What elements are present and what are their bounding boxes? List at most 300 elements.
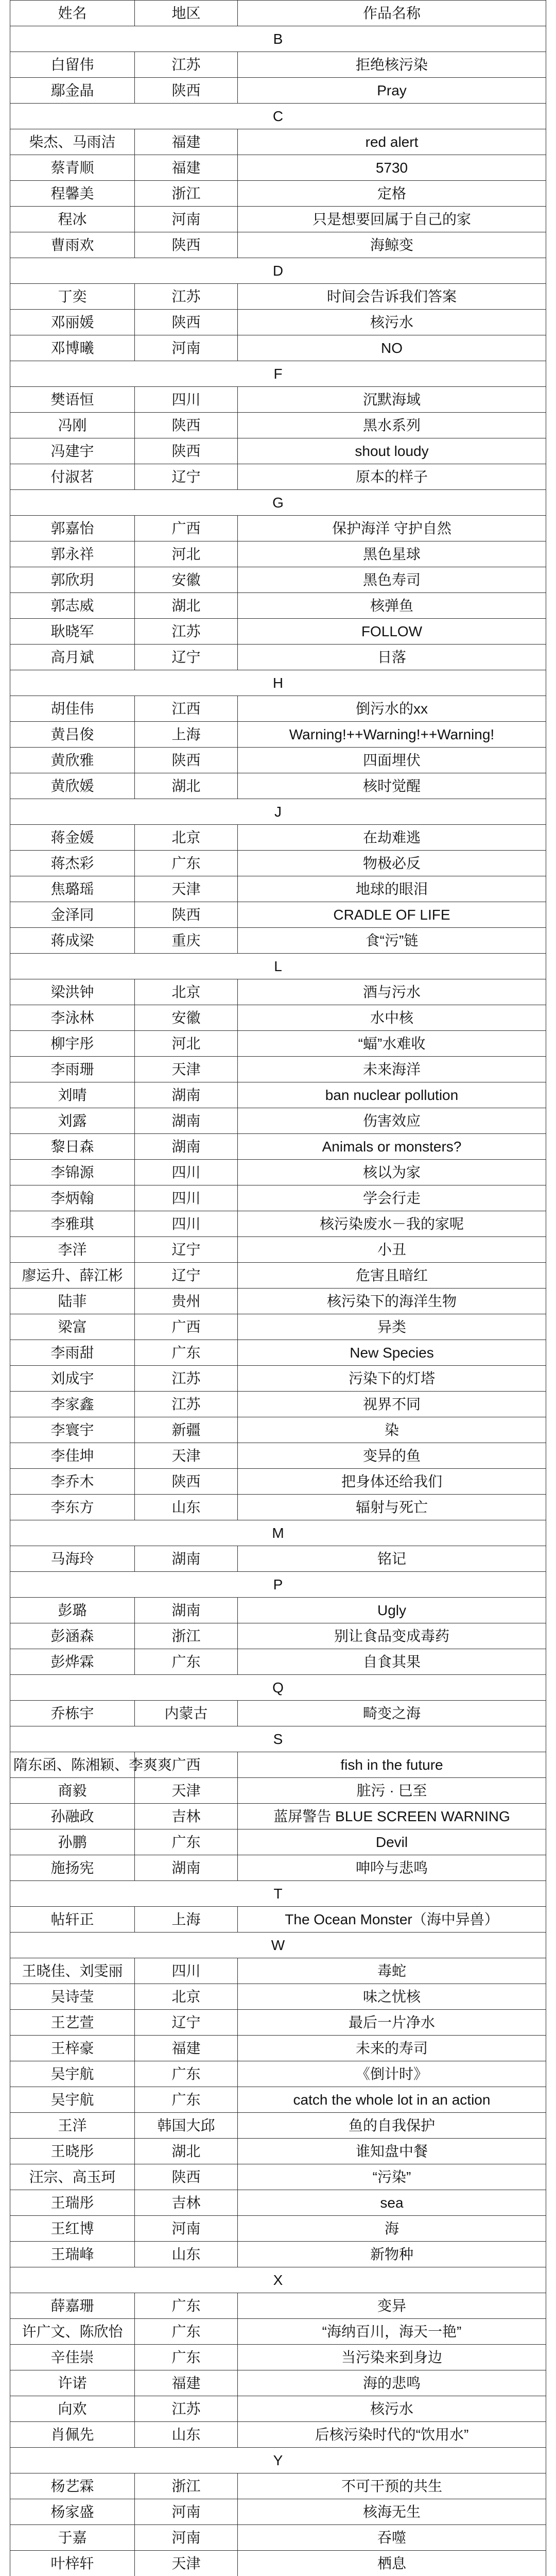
name-cell: 郭欣玥 bbox=[10, 567, 135, 593]
title-cell: 染 bbox=[238, 1417, 546, 1443]
name-cell: 邓博曦 bbox=[10, 335, 135, 361]
header-title: 作品名称 bbox=[238, 1, 546, 26]
table-row bbox=[10, 2525, 546, 2551]
table-row bbox=[10, 1417, 546, 1443]
region-cell: 吉林 bbox=[135, 1804, 238, 1829]
table-row bbox=[10, 2319, 546, 2345]
title-cell: 水中核 bbox=[238, 1005, 546, 1031]
section-row bbox=[10, 104, 546, 129]
region-cell: 广西 bbox=[135, 1314, 238, 1340]
region-cell: 四川 bbox=[135, 1958, 238, 1984]
name-cell: 杨家盛 bbox=[10, 2499, 135, 2525]
name-cell: 李雨珊 bbox=[10, 1057, 135, 1082]
name-cell: 陆菲 bbox=[10, 1289, 135, 1314]
title-cell: 味之忧核 bbox=[238, 1984, 546, 2010]
name-cell: 白留伟 bbox=[10, 52, 135, 78]
table-row bbox=[10, 2036, 546, 2061]
title-cell: 核污染下的海洋生物 bbox=[238, 1289, 546, 1314]
name-cell: 梁洪钟 bbox=[10, 979, 135, 1005]
name-cell: 王洋 bbox=[10, 2113, 135, 2139]
section-letter: M bbox=[10, 1520, 546, 1546]
title-cell: 鱼的自我保护 bbox=[238, 2113, 546, 2139]
title-cell: 核弹鱼 bbox=[238, 593, 546, 619]
table-row bbox=[10, 1211, 546, 1237]
table-row bbox=[10, 2551, 546, 2576]
region-cell: 广东 bbox=[135, 2061, 238, 2087]
region-cell: 湖北 bbox=[135, 773, 238, 799]
region-cell: 辽宁 bbox=[135, 464, 238, 490]
name-cell: 李寰宇 bbox=[10, 1417, 135, 1443]
region-cell: 浙江 bbox=[135, 2473, 238, 2499]
region-cell: 山东 bbox=[135, 1495, 238, 1520]
title-cell: 蓝屏警告 BLUE SCREEN WARNING bbox=[238, 1804, 546, 1829]
section-row bbox=[10, 26, 546, 52]
name-cell: 杨艺霖 bbox=[10, 2473, 135, 2499]
table-row bbox=[10, 464, 546, 490]
table-row bbox=[10, 2113, 546, 2139]
title-cell: 毒蛇 bbox=[238, 1958, 546, 1984]
section-row bbox=[10, 954, 546, 979]
region-cell: 陕西 bbox=[135, 413, 238, 438]
title-cell: sea bbox=[238, 2190, 546, 2216]
table-row bbox=[10, 1185, 546, 1211]
region-cell: 江苏 bbox=[135, 1366, 238, 1392]
name-cell: 梁富 bbox=[10, 1314, 135, 1340]
title-cell: 学会行走 bbox=[238, 1185, 546, 1211]
name-cell: 廖运升、薛江彬 bbox=[10, 1263, 135, 1289]
table-row bbox=[10, 2293, 546, 2319]
title-cell: 未来海洋 bbox=[238, 1057, 546, 1082]
table-row bbox=[10, 1495, 546, 1520]
name-cell: 李佳坤 bbox=[10, 1443, 135, 1469]
table-row bbox=[10, 1752, 546, 1778]
title-cell: 谁知盘中餐 bbox=[238, 2139, 546, 2164]
table-row bbox=[10, 1469, 546, 1495]
region-cell: 天津 bbox=[135, 1057, 238, 1082]
table-row bbox=[10, 2061, 546, 2087]
section-letter: H bbox=[10, 670, 546, 696]
region-cell: 贵州 bbox=[135, 1289, 238, 1314]
name-cell: 黄吕俊 bbox=[10, 722, 135, 748]
region-cell: 陕西 bbox=[135, 310, 238, 335]
title-cell: 后核污染时代的“饮用水” bbox=[238, 2422, 546, 2448]
section-letter: X bbox=[10, 2267, 546, 2293]
region-cell: 广东 bbox=[135, 1340, 238, 1366]
title-cell: 吞噬 bbox=[238, 2525, 546, 2551]
title-cell: 核海无生 bbox=[238, 2499, 546, 2525]
table-row bbox=[10, 902, 546, 928]
title-cell: 小丑 bbox=[238, 1237, 546, 1263]
name-cell: 王梓豪 bbox=[10, 2036, 135, 2061]
title-cell: “污染” bbox=[238, 2164, 546, 2190]
section-letter: S bbox=[10, 1726, 546, 1752]
region-cell: 陕西 bbox=[135, 78, 238, 104]
section-letter: B bbox=[10, 26, 546, 52]
section-letter: D bbox=[10, 258, 546, 284]
title-cell: Animals or monsters? bbox=[238, 1134, 546, 1160]
name-cell: 孙鹏 bbox=[10, 1829, 135, 1855]
name-cell: 黄欣雅 bbox=[10, 748, 135, 773]
table-row bbox=[10, 1289, 546, 1314]
table-row bbox=[10, 979, 546, 1005]
table-row bbox=[10, 825, 546, 851]
region-cell: 湖南 bbox=[135, 1546, 238, 1572]
name-cell: 郭志威 bbox=[10, 593, 135, 619]
title-cell: 把身体还给我们 bbox=[238, 1469, 546, 1495]
table-row bbox=[10, 1366, 546, 1392]
region-cell: 陕西 bbox=[135, 1469, 238, 1495]
table-row bbox=[10, 593, 546, 619]
table-row bbox=[10, 232, 546, 258]
title-cell: 黑色星球 bbox=[238, 541, 546, 567]
title-cell: 核污水 bbox=[238, 310, 546, 335]
region-cell: 河南 bbox=[135, 2525, 238, 2551]
region-cell: 浙江 bbox=[135, 181, 238, 207]
title-cell: CRADLE OF LIFE bbox=[238, 902, 546, 928]
name-cell: 薛嘉珊 bbox=[10, 2293, 135, 2319]
name-cell: 施扬宪 bbox=[10, 1855, 135, 1881]
region-cell: 北京 bbox=[135, 1984, 238, 2010]
region-cell: 内蒙古 bbox=[135, 1701, 238, 1726]
table-row bbox=[10, 1082, 546, 1108]
table-row bbox=[10, 1829, 546, 1855]
region-cell: 四川 bbox=[135, 1211, 238, 1237]
region-cell: 福建 bbox=[135, 155, 238, 181]
name-cell: 李雨甜 bbox=[10, 1340, 135, 1366]
title-cell: 沉默海域 bbox=[238, 387, 546, 413]
title-cell: 定格 bbox=[238, 181, 546, 207]
table-row bbox=[10, 2473, 546, 2499]
title-cell: 5730 bbox=[238, 155, 546, 181]
table-row bbox=[10, 78, 546, 104]
region-cell: 天津 bbox=[135, 876, 238, 902]
name-cell: 叶梓轩 bbox=[10, 2551, 135, 2576]
section-letter: F bbox=[10, 361, 546, 387]
region-cell: 陕西 bbox=[135, 902, 238, 928]
table-row bbox=[10, 773, 546, 799]
name-cell: 于嘉 bbox=[10, 2525, 135, 2551]
region-cell: 江苏 bbox=[135, 619, 238, 645]
name-cell: 彭烨霖 bbox=[10, 1649, 135, 1675]
region-cell: 吉林 bbox=[135, 2190, 238, 2216]
region-cell: 北京 bbox=[135, 825, 238, 851]
table-row bbox=[10, 1005, 546, 1031]
title-cell: 呻吟与悲鸣 bbox=[238, 1855, 546, 1881]
title-cell: 污染下的灯塔 bbox=[238, 1366, 546, 1392]
table-row bbox=[10, 2164, 546, 2190]
name-cell: 付淑茗 bbox=[10, 464, 135, 490]
table-row bbox=[10, 2370, 546, 2396]
table-row bbox=[10, 1958, 546, 1984]
title-cell: 畸变之海 bbox=[238, 1701, 546, 1726]
region-cell: 江苏 bbox=[135, 1392, 238, 1417]
region-cell: 北京 bbox=[135, 979, 238, 1005]
name-cell: 许诺 bbox=[10, 2370, 135, 2396]
name-cell: 马海玲 bbox=[10, 1546, 135, 1572]
name-cell: 黎日森 bbox=[10, 1134, 135, 1160]
name-cell: 冯刚 bbox=[10, 413, 135, 438]
name-cell: 孙融政 bbox=[10, 1804, 135, 1829]
table-row bbox=[10, 335, 546, 361]
region-cell: 陕西 bbox=[135, 438, 238, 464]
works-list-sheet bbox=[10, 0, 546, 2576]
region-cell: 河南 bbox=[135, 335, 238, 361]
region-cell: 上海 bbox=[135, 722, 238, 748]
table-row bbox=[10, 541, 546, 567]
title-cell: shout loudy bbox=[238, 438, 546, 464]
region-cell: 河北 bbox=[135, 1031, 238, 1057]
title-cell: 辐射与死亡 bbox=[238, 1495, 546, 1520]
title-cell: ban nuclear pollution bbox=[238, 1082, 546, 1108]
name-cell: 蔡青顺 bbox=[10, 155, 135, 181]
table-row bbox=[10, 851, 546, 876]
region-cell: 江苏 bbox=[135, 52, 238, 78]
table-row bbox=[10, 1108, 546, 1134]
region-cell: 湖南 bbox=[135, 1108, 238, 1134]
title-cell: 未来的寿司 bbox=[238, 2036, 546, 2061]
title-cell: FOLLOW bbox=[238, 619, 546, 645]
table-row bbox=[10, 2216, 546, 2242]
region-cell: 四川 bbox=[135, 1160, 238, 1185]
region-cell: 河南 bbox=[135, 2216, 238, 2242]
region-cell: 上海 bbox=[135, 1907, 238, 1933]
section-row bbox=[10, 1675, 546, 1701]
title-cell: 保护海洋 守护自然 bbox=[238, 516, 546, 541]
name-cell: 李家鑫 bbox=[10, 1392, 135, 1417]
name-cell: 丁奕 bbox=[10, 284, 135, 310]
region-cell: 湖南 bbox=[135, 1134, 238, 1160]
name-cell: 吴宇航 bbox=[10, 2061, 135, 2087]
region-cell: 浙江 bbox=[135, 1623, 238, 1649]
name-cell: 李锦源 bbox=[10, 1160, 135, 1185]
table-row bbox=[10, 2499, 546, 2525]
name-cell: 刘成宇 bbox=[10, 1366, 135, 1392]
title-cell: 自食其果 bbox=[238, 1649, 546, 1675]
table-row bbox=[10, 438, 546, 464]
title-cell: 视界不同 bbox=[238, 1392, 546, 1417]
title-cell: 地球的眼泪 bbox=[238, 876, 546, 902]
title-cell: “蝠”水难收 bbox=[238, 1031, 546, 1057]
section-letter: J bbox=[10, 799, 546, 825]
table-row bbox=[10, 1701, 546, 1726]
name-cell: 曹雨欢 bbox=[10, 232, 135, 258]
table-row bbox=[10, 2345, 546, 2370]
table-row bbox=[10, 1649, 546, 1675]
region-cell: 广东 bbox=[135, 851, 238, 876]
name-cell: 王红博 bbox=[10, 2216, 135, 2242]
table-row bbox=[10, 2396, 546, 2422]
region-cell: 辽宁 bbox=[135, 1263, 238, 1289]
region-cell: 河南 bbox=[135, 2499, 238, 2525]
table-row bbox=[10, 1907, 546, 1933]
table-row bbox=[10, 645, 546, 670]
name-cell: 蒋金媛 bbox=[10, 825, 135, 851]
name-cell: 蒋成梁 bbox=[10, 928, 135, 954]
name-cell: 李洋 bbox=[10, 1237, 135, 1263]
region-cell: 湖南 bbox=[135, 1082, 238, 1108]
header-row bbox=[10, 1, 546, 26]
section-row bbox=[10, 361, 546, 387]
title-cell: 海 bbox=[238, 2216, 546, 2242]
title-cell: 危害且暗红 bbox=[238, 1263, 546, 1289]
title-cell: 别让食品变成毒药 bbox=[238, 1623, 546, 1649]
table-row bbox=[10, 1984, 546, 2010]
table-row bbox=[10, 181, 546, 207]
name-cell: 王瑞彤 bbox=[10, 2190, 135, 2216]
name-cell: 耿晓军 bbox=[10, 619, 135, 645]
title-cell: 日落 bbox=[238, 645, 546, 670]
region-cell: 广东 bbox=[135, 2293, 238, 2319]
region-cell: 广西 bbox=[135, 516, 238, 541]
name-cell: 冯建宇 bbox=[10, 438, 135, 464]
name-cell: 彭璐 bbox=[10, 1598, 135, 1623]
table-row bbox=[10, 1160, 546, 1185]
title-cell: catch the whole lot in an action bbox=[238, 2087, 546, 2113]
region-cell: 四川 bbox=[135, 1185, 238, 1211]
name-cell: 商毅 bbox=[10, 1778, 135, 1804]
name-cell: 程冰 bbox=[10, 207, 135, 232]
title-cell: 变异的鱼 bbox=[238, 1443, 546, 1469]
region-cell: 辽宁 bbox=[135, 1237, 238, 1263]
name-cell: 彭涵森 bbox=[10, 1623, 135, 1649]
table-row bbox=[10, 1340, 546, 1366]
name-cell: 辛佳崇 bbox=[10, 2345, 135, 2370]
region-cell: 天津 bbox=[135, 1778, 238, 1804]
table-row bbox=[10, 748, 546, 773]
title-cell: The Ocean Monster（海中异兽） bbox=[238, 1907, 546, 1933]
region-cell: 陕西 bbox=[135, 232, 238, 258]
name-cell: 郭永祥 bbox=[10, 541, 135, 567]
region-cell: 新疆 bbox=[135, 1417, 238, 1443]
title-cell: Pray bbox=[238, 78, 546, 104]
table-row bbox=[10, 619, 546, 645]
table-row bbox=[10, 2010, 546, 2036]
table-row bbox=[10, 567, 546, 593]
table-row bbox=[10, 310, 546, 335]
name-cell: 柴杰、马雨洁 bbox=[10, 129, 135, 155]
name-cell: 樊语恒 bbox=[10, 387, 135, 413]
title-cell: 伤害效应 bbox=[238, 1108, 546, 1134]
region-cell: 湖南 bbox=[135, 1598, 238, 1623]
table-row bbox=[10, 1443, 546, 1469]
table-row bbox=[10, 516, 546, 541]
title-cell: Devil bbox=[238, 1829, 546, 1855]
title-cell: 异类 bbox=[238, 1314, 546, 1340]
title-cell: 《倒计时》 bbox=[238, 2061, 546, 2087]
title-cell: 核以为家 bbox=[238, 1160, 546, 1185]
region-cell: 江苏 bbox=[135, 2396, 238, 2422]
region-cell: 陕西 bbox=[135, 748, 238, 773]
name-cell: 汪宗、高玉珂 bbox=[10, 2164, 135, 2190]
table-row bbox=[10, 129, 546, 155]
name-cell: 李雅琪 bbox=[10, 1211, 135, 1237]
title-cell: 核污水 bbox=[238, 2396, 546, 2422]
region-cell: 天津 bbox=[135, 1443, 238, 1469]
table-row bbox=[10, 2422, 546, 2448]
title-cell: red alert bbox=[238, 129, 546, 155]
title-cell: 不可干预的共生 bbox=[238, 2473, 546, 2499]
region-cell: 江西 bbox=[135, 696, 238, 722]
title-cell: 当污染来到身边 bbox=[238, 2345, 546, 2370]
title-cell: 时间会告诉我们答案 bbox=[238, 284, 546, 310]
name-cell: 郭嘉怡 bbox=[10, 516, 135, 541]
section-row bbox=[10, 1520, 546, 1546]
name-cell: 王晓佳、刘雯丽 bbox=[10, 1958, 135, 1984]
name-cell: 向欢 bbox=[10, 2396, 135, 2422]
table-row bbox=[10, 413, 546, 438]
region-cell: 广东 bbox=[135, 1649, 238, 1675]
table-row bbox=[10, 387, 546, 413]
title-cell: 变异 bbox=[238, 2293, 546, 2319]
region-cell: 湖北 bbox=[135, 2139, 238, 2164]
title-cell: New Species bbox=[238, 1340, 546, 1366]
section-row bbox=[10, 799, 546, 825]
name-cell: 帖轩正 bbox=[10, 1907, 135, 1933]
region-cell: 福建 bbox=[135, 2370, 238, 2396]
region-cell: 陕西 bbox=[135, 2164, 238, 2190]
section-row bbox=[10, 670, 546, 696]
name-cell: 吴诗莹 bbox=[10, 1984, 135, 2010]
name-cell: 李炳翰 bbox=[10, 1185, 135, 1211]
name-cell: 李东方 bbox=[10, 1495, 135, 1520]
section-letter: C bbox=[10, 104, 546, 129]
table-row bbox=[10, 928, 546, 954]
region-cell: 山东 bbox=[135, 2242, 238, 2267]
title-cell: 黑水系列 bbox=[238, 413, 546, 438]
name-cell: 蒋杰彩 bbox=[10, 851, 135, 876]
name-cell: 肖佩先 bbox=[10, 2422, 135, 2448]
table-row bbox=[10, 207, 546, 232]
region-cell: 四川 bbox=[135, 387, 238, 413]
works-table bbox=[10, 0, 546, 2576]
title-cell: 核时觉醒 bbox=[238, 773, 546, 799]
title-cell: 食“污”链 bbox=[238, 928, 546, 954]
name-cell: 金泽同 bbox=[10, 902, 135, 928]
name-cell: 王瑞峰 bbox=[10, 2242, 135, 2267]
region-cell: 广东 bbox=[135, 2319, 238, 2345]
table-row bbox=[10, 1392, 546, 1417]
region-cell: 湖南 bbox=[135, 1855, 238, 1881]
title-cell: 在劫难逃 bbox=[238, 825, 546, 851]
title-cell: 只是想要回属于自己的家 bbox=[238, 207, 546, 232]
table-row bbox=[10, 1804, 546, 1829]
region-cell: 福建 bbox=[135, 129, 238, 155]
section-row bbox=[10, 258, 546, 284]
title-cell: 新物种 bbox=[238, 2242, 546, 2267]
name-cell: 吴宇航 bbox=[10, 2087, 135, 2113]
region-cell: 广西 bbox=[135, 1752, 238, 1778]
table-row bbox=[10, 1314, 546, 1340]
title-cell: 核污染废水－我的家呢 bbox=[238, 1211, 546, 1237]
region-cell: 天津 bbox=[135, 2551, 238, 2576]
title-cell: 黑色寿司 bbox=[238, 567, 546, 593]
table-row bbox=[10, 1134, 546, 1160]
name-cell: 焦璐瑶 bbox=[10, 876, 135, 902]
region-cell: 韩国大邱 bbox=[135, 2113, 238, 2139]
table-row bbox=[10, 2087, 546, 2113]
title-cell: 四面埋伏 bbox=[238, 748, 546, 773]
title-cell: 原本的样子 bbox=[238, 464, 546, 490]
region-cell: 河南 bbox=[135, 207, 238, 232]
works-table-body bbox=[10, 1, 546, 2576]
table-row bbox=[10, 1546, 546, 1572]
section-letter: Y bbox=[10, 2448, 546, 2473]
name-cell: 乔栋宇 bbox=[10, 1701, 135, 1726]
section-row bbox=[10, 490, 546, 516]
title-cell: “海纳百川，海天一艳” bbox=[238, 2319, 546, 2345]
section-letter: Q bbox=[10, 1675, 546, 1701]
region-cell: 广东 bbox=[135, 2345, 238, 2370]
